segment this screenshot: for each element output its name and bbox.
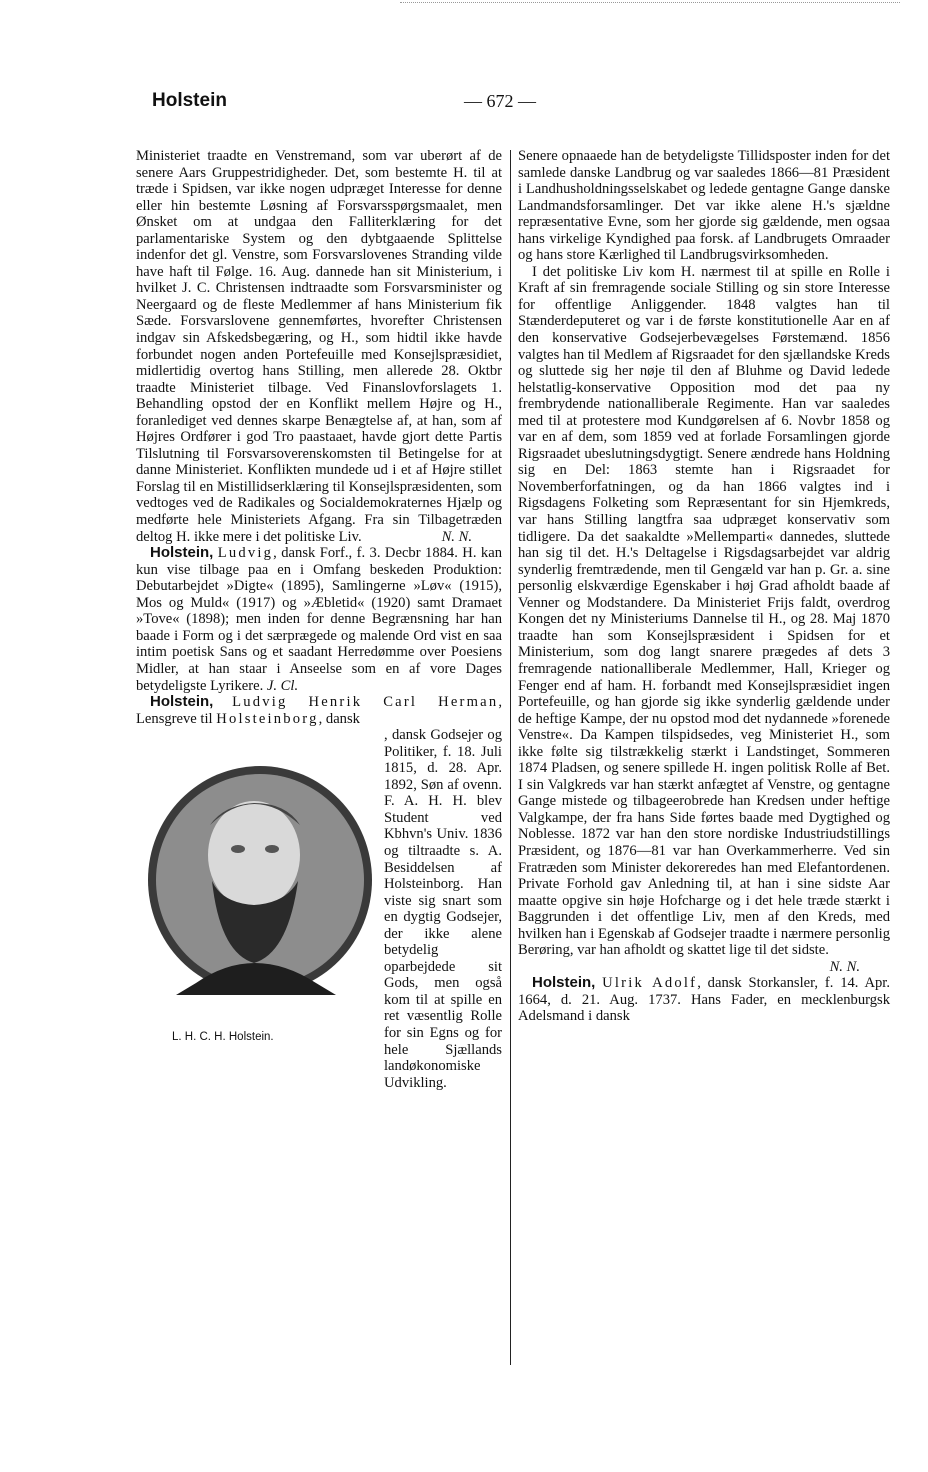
paragraph [136,148,502,545]
entry-given-names: Ulrik Adolf [602,975,698,992]
entry-place: Holsteinborg [216,710,319,727]
entry-ulrik-adolf [518,975,890,1025]
entry-given-names: Ludvig [217,545,274,562]
entry-ludvig [136,545,502,694]
column-divider [510,150,511,1365]
top-dotted-rule [400,2,900,3]
running-head: Holstein [152,90,227,111]
author-signature: N. N. [829,958,860,975]
entry-headword: Holstein, [150,693,214,711]
right-column [518,148,890,1025]
portrait-image [136,763,384,997]
left-column [136,148,502,1147]
portrait-figure [136,727,384,1147]
entry-text: , dansk Storkansler, f. 14. Apr. 1664, d. 21. Aug. 1737. Hans Fader, en mecklenburgsk Adelsmand i dansk [518,975,890,1025]
entry-headword: Holstein, [532,974,596,992]
entry-text-wrap-a: , dansk [318,710,360,727]
entry-text: , dansk Forf., f. 3. Decbr 1884. H. kan kun vise tilbage paa en i Omfang beskeden Produktion: Debutarbejdet »Digte« (1895), Samlingerne »Løv« (1915), Mos og Muld« (1917) og »Æbletid« (1920) samt Dramaet »Tove« (1898); men inden for denne Begrænsning har han baade i Form og i det særprægede og malende Ord vist en saa intim poetisk Sans og et saadant Herredømme over Poesiens Midler, at han staar i Anseelse som en af vore Dages betydeligste Lyrikere. [136,545,503,694]
entry-headword: Holstein, [150,544,214,562]
paragraph [518,263,890,975]
page-number: — 672 — [464,91,536,111]
paragraph-text: Ministeriet traadte en Venstremand, som var uberørt af de senere Aars Gruppestridigheder. Det, som bestemte H. til at træde i Spidsen, var ikke nogen udpræget Interesse for denne eller hin bestemte Løsning af Forsvarsspørgsmaalet, men Ønsket om at undgaa den Falliterklæring for det parlamentariske System og den dybtgaaende Splittelse indenfor det gl. Venstre, som Forsvarslovenes Stranding vilde have haft til Følge. 16. Aug. dannede han sit Ministerium, i hvilket J. C. Christensen indtraadte som Forsvarsminister og Neergaard og de fleste Medlemmer af hans Ministerium fik Sæde. Forsvarslovene gennemførtes, hvorefter Christensen indgav sin Afskedsbegæring, og H., som hidtil ikke havde forbundet nogen anden Portefeuille med Konsejlspræsidiet, midlertidig overtog hans Stilling, men allerede 28. Oktbr traadte Ministeriet tilbage. Ved Finanslovforslagets 1. Behandling opstod der en Konflikt mellem Højre og H., foranlediget ved dennes skarpe Benægtelse af, at han, som af Højres Ordfører i god Tro paastaaet, havde gjort dette Partis Tilslutning til Forsvarsoverenskomsten til Betingelse for at danne Ministeriet. Konflikten mundede ud i et af Højre stillet Forslag til en Mistillidserklæring til Konsejlspræsidenten, som vedtoges ved de Radikales og Socialdemokraternes Hjælp og medførte hele Ministeriets Afgang. Fra sin Tilbagetræden deltog H. ikke mere i det politiske Liv. [136,148,502,545]
entry-text-wrap-b: , dansk Godsejer og Politiker, f. 18. Juli 1815, d. 28. Apr. 1892, Søn af ovenn. F. A. H. H. blev Student ved Kbhvn's Univ. 1836 og tiltraadte s. A. Besiddelsen af Holsteinborg. Han viste sig snart som en dygtig Godsejer, der ikke alene betydelig oparbejdede sit Gods, men også kom til at spille en ret væsentlig Rolle for sin Egns og for hele Sjællands landøkonomiske Udvikling. [384,727,502,1091]
entry-ludvig-henrik [136,694,502,727]
paragraph-text: I det politiske Liv kom H. nærmest til at spille en Rolle i Kraft af sin fremragende sociale Stilling og sin store Interesse for offentlige Anliggender. 1848 valgtes han til Stænderdeputeret og var i de første konstitutionelle Aar en af den konservative Godsejerbevægelses Førstemænd. 1856 valgtes han til Medlem af Rigsraadet for den sjællandske Kreds og sluttede sig her nøje til den af Bluhme og David ledede helstatlig-konservative Opposition mod det paa ny frembrydende nationalliberale Regimente. Han var saaledes med til at protestere mod Kundgørelsen af 6. Novbr 1858 og var en af dem, som 1859 ved at forlade Forsamlingen gjorde Rigsraadet ubeslutningsdygtigt. Senere ændrede hans Holdning sig en Del: 1863 stemte han i Rigsraadet for Novemberforfatningen, og da han 1866 valgtes ind i Rigsdagens Folketing som Repræsentant for sin Hjemkreds, var hans Stilling langtfra saa udpræget konservativ som tidligere. Da det saakaldte »Mellemparti« dannedes, sluttede han sig til det. H.'s Deltagelse i Rigsdagsarbejdet var aldrig synderlig fremtrædende, men til Gengæld var han p. Gr. a. sine personlig elskværdige Egenskaber i høj Grad afholdt baade af Venner og Modstandere. Da Ministeriet Frijs faldt, overdrog Kongen det ny Ministeriums Dannelse til H., og 28. Maj 1870 traadte han som Konsejlspræsident i Spidsen for et Ministerium, som dog langt snarere prægedes af dets 3 fremragende nationalliberale Medlemmer, Hall, Krieger og Fenger end af ham. H. forbandt med Konsejlspræsidiet ingen Portefeuille, og han gjorde sig ikke synderlig gældende under de heftige Kampe, der nu opstod mod det nydannede »forenede Venstre«. Da Kampen tilspidsedes, veg Ministeriet H., som ikke følte sig tilstrækkelig stærkt i Landstinget, Sommeren 1874 Pladsen, og senere spillede H. ingen politisk Rolle af Bet. I sin Valgkreds var han stærkt anfægtet af Venstre, og gentagne Gange mistede og tilbageerobrede han Kredsen under heftige Valgkampe, der fra hans Side førtes baade med Dygtighed og Noblesse. 1872 var han den store nordiske Industriudstillings Præsident, og 1876—81 var han Overkammerherre. Ved sin Fratræden som Minister dekoreredes han med Elefantordenen. Private Forhold gav Anledning til, at han i sine sidste Aar maatte opgive sin høje Hofcharge og i det hele træde stærkt i Baggrunden i det offentlige Liv, men af den Kreds, med hvilken han i Egenskab af Godsejer traadte i nærmere personlig Berøring, var han afholdt og skattet lige til det sidste. [518,263,890,959]
portrait-caption: L. H. C. H. Holstein. [172,1031,274,1044]
paragraph: Senere opnaaede han de betydeligste Tillidsposter inden for det samlede danske Landbrug og var saaledes 1866—81 Præsident i Landhusholdningsselskabet og ledede gentagne Gange danske Landmandsforsamlinger. Det var ikke alene H.'s sjældne repræsentative Evne, som her gjorde sig gældende, men ogsaa hans virkelige Kyndighed paa forsk. af Landbrugets Omraader og hans store Kærlighed til Landbrugsvirksomheden. [518,148,890,264]
author-signature: N. N. [441,528,472,545]
entry-given-names: Ludvig Henrik Carl Herman [232,694,499,711]
page-header [152,90,752,118]
entry-text: , Lensgreve til [136,694,502,727]
author-signature: J. Cl. [266,677,299,694]
